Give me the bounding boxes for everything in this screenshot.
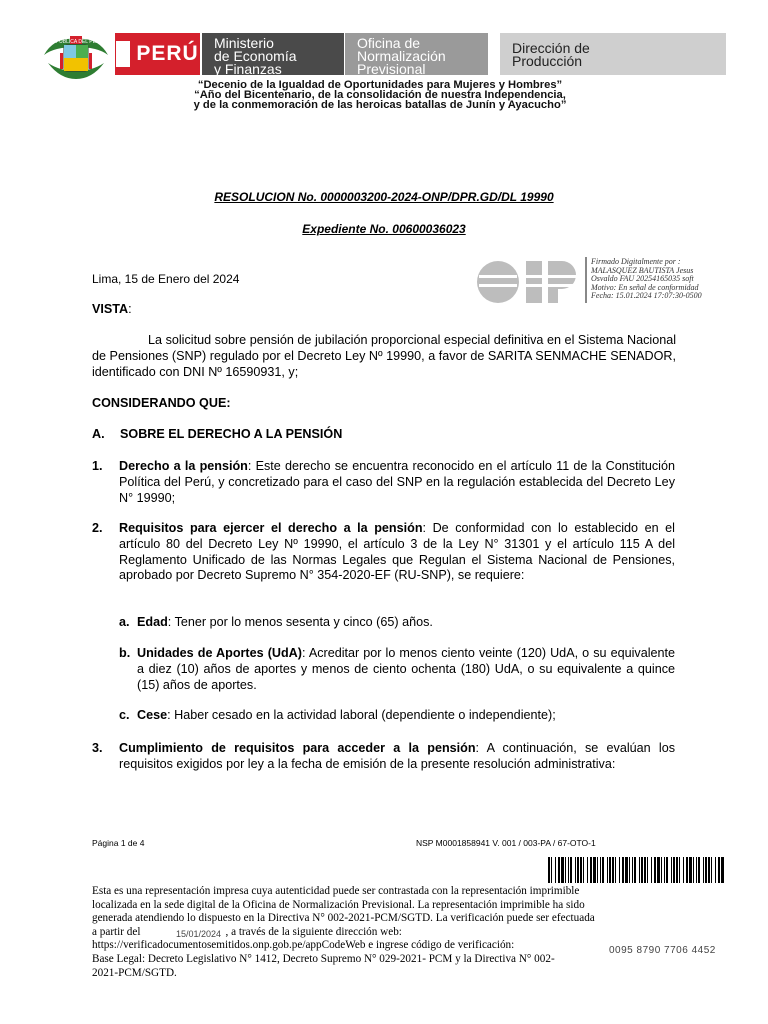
barcode-bar [600,857,601,883]
barcode-bar [602,857,604,883]
vista-paragraph: La solicitud sobre pensión de jubilación proporcional especial definitiva en el Sistema Nacional de Pensiones (SNP) regulado por el Decreto Ley Nº 19990, a favor de SARITA SENMACHE SENADOR, identificado con DNI Nº 16590931, y; [92,333,676,379]
barcode-bar [693,857,694,883]
decenio-line: y de la conmemoración de las heroicas batallas de Junín y Ayacucho” [193,99,567,111]
signature-line: MALASQUEZ BAUTISTA Jesus [591,265,694,275]
item-c-title: Cese [137,708,168,722]
barcode-bar [661,857,662,883]
barcode-bar [583,857,584,883]
barcode-bar [580,857,582,883]
barcode-bar [673,857,675,883]
verification-date: 15/01/2024 [176,929,222,939]
barcode-bar [689,857,692,883]
item-3-text: : A continuación, se evalúan los requisitos exigidos por ley a la fecha de emisión de la presente resolución administrativa: [119,741,675,771]
barcode-bar [718,857,720,883]
onp-seal-logo [476,257,580,307]
barcode-bar [715,857,716,883]
decenio-line: “Decenio de la Igualdad de Oportunidades para Mujeres y Hombres” [197,79,563,91]
barcode-bar [698,857,700,883]
barcode-bar [561,857,564,883]
verification-line: Base Legal: Decreto Legislativo N° 1412, Decreto Supremo N° 029-2021- PCM y la Directiva N° 002- [92,952,555,965]
barcode-bar [615,857,616,883]
item-2-paragraph [119,521,675,584]
barcode-bar [641,857,643,883]
barcode-bar [577,857,579,883]
ministerio-line: y Finanzas [214,61,282,77]
svg-text:REPÚBLICA DEL PERÚ: REPÚBLICA DEL PERÚ [48,39,104,45]
barcode-bar [708,857,710,883]
ministerio-line: de Economía [214,48,297,64]
barcode-bar [666,857,668,883]
barcode-bar [671,857,672,883]
signature-line: Osvaldo FAU 20254165035 soft [591,274,694,284]
barcode-bar [639,857,640,883]
digital-signature-block [591,258,736,301]
vista-heading [92,302,132,318]
item-a-letter: a. [119,615,130,629]
signature-line: Firmado Digitalmente por : [591,257,681,266]
barcode-bar [632,857,633,883]
expediente-number: Expediente No. 00600036023 [302,222,466,236]
item-a-title: Edad [137,615,168,629]
item-b-paragraph [137,646,675,693]
barcode-bar [711,857,712,883]
item-b-text: : Acreditar por lo menos ciento veinte (120) UdA, o su equivalente a diez (10) años de aportes y menos de ciento ochenta (180) UdA, o su equivalente a quince (15) años de aportes. [137,646,676,692]
barcode-bar [634,857,636,883]
barcode-bar [721,857,724,883]
verification-line: localizada en la sede digital de la Oficina de Normalización Previsional. La representación imprimible ha sido [92,898,585,911]
barcode-bar [575,857,576,883]
barcode-bar [612,857,614,883]
barcode-bar [622,857,624,883]
item-3-title: Cumplimiento de requisitos para acceder a la pensión [119,741,476,755]
barcode-bar [548,857,550,883]
barcode-bar [705,857,707,883]
barcode-bar [679,857,680,883]
barcode-bar [686,857,688,883]
barcode-bar [683,857,684,883]
item-1-paragraph [119,459,675,506]
barcode-bar [644,857,646,883]
resolucion-title: RESOLUCION No. 0000003200-2024-ONP/DPR.GD/DL 19990 [214,190,554,204]
item-b-letter: b. [119,646,131,660]
barcode-bar [590,857,592,883]
item-a-paragraph [137,615,675,631]
barcode-bar [565,857,566,883]
vista-colon: : [128,302,132,316]
barcode-bar [651,857,652,883]
peru-label: PERÚ [136,42,199,65]
oficina-line: Normalización [357,48,446,64]
verification-line: Esta es una representación impresa cuya autenticidad puede ser contrastada con la representación imprimible [92,885,580,897]
document-date: Lima, 15 de Enero del 2024 [92,272,240,286]
item-3-number: 3. [92,741,103,755]
item-1-title: Derecho a la pensión [119,459,248,473]
item-c-text: : Haber cesado en la actividad laboral (dependiente o independiente); [167,708,556,722]
signature-divider [585,257,587,303]
item-b-title: Unidades de Aportes (UdA) [137,646,302,660]
decenio-line: “Año del Bicentenario, de la consolidación de nuestra Independencia, [194,89,566,101]
section-a-number: A. [92,427,105,441]
peru-brand-block [115,33,200,75]
page-number: Página 1 de 4 [92,838,145,848]
barcode-bar [597,857,598,883]
peru-coat-of-arms-logo [40,33,112,83]
oficina-block [345,33,488,75]
barcode-bar [593,857,596,883]
barcode-bar [664,857,665,883]
barcode-bar [703,857,704,883]
barcode-bar [558,857,560,883]
ministerio-line: Ministerio [214,35,274,51]
barcode-bar [654,857,656,883]
ministerio-block [202,33,344,75]
barcode-bar [587,857,588,883]
barcode-bar [696,857,697,883]
barcode-bar [619,857,620,883]
oficina-line: Previsional [357,61,426,77]
verification-code: 0095 8790 7706 4452 [609,945,716,956]
oficina-line: Oficina de [357,35,421,51]
item-2-title: Requisitos para ejercer el derecho a la pensión [119,521,423,535]
barcode-bar [625,857,628,883]
barcode-image [548,857,724,883]
signature-line: Fecha: 15.01.2024 17:07:30-0500 [591,291,702,301]
vista-label: VISTA [92,302,129,316]
barcode-bar [629,857,630,883]
item-1-text: : Este derecho se encuentra reconocido en el artículo 11 de la Constitución Política del Perú, y concretizado para el caso del SNP en la regulación establecida del Decreto Ley N° 19990; [119,459,675,505]
item-c-paragraph [137,708,675,724]
direccion-line: Dirección de [512,40,590,56]
item-1-number: 1. [92,459,103,473]
item-2-number: 2. [92,521,103,535]
barcode-bar [657,857,660,883]
item-a-text: : Tener por lo menos sesenta y cinco (65) años. [167,615,433,629]
section-a-title: SOBRE EL DERECHO A LA PENSIÓN [120,427,343,441]
barcode-bar [570,857,572,883]
verification-url[interactable]: https://verificadocumentosemitidos.onp.gob.pe/appCodeWeb e ingrese código de verificación: [92,939,515,952]
item-c-letter: c. [119,708,130,722]
barcode-bar [607,857,608,883]
barcode-bar [676,857,678,883]
barcode-bar [568,857,569,883]
verification-line: generada atendiendo lo dispuesto en la Directiva N° 002-2021-PCM/SGTD. La verificación puede ser efectuada [92,912,595,925]
verification-line: 2021-PCM/SGTD. [92,966,177,979]
verification-line-start: a partir del [92,925,141,938]
decenio-motto [100,80,660,110]
item-2-text: : De conformidad con lo establecido en el artículo 80 del Decreto Ley Nº 19990, el artículo 3 de la Ley N° 31301 y el artículo 115 A del Reglamento Unificado de las Normas Legales que Regulan el Sistema Nacional de Pensiones, aprobado por Decreto Supremo N° 354-2020-EF (RU-SNP), se requiere: [119,521,675,583]
barcode-bar [647,857,648,883]
direccion-line: Producción [512,53,583,69]
barcode-bar [555,857,556,883]
barcode-bar [551,857,552,883]
nsp-reference: NSP M0001858941 V. 001 / 003-PA / 67-OTO-1 [416,838,596,848]
direccion-block [500,33,726,75]
signature-line: Motivo: En señal de conformidad [591,282,699,292]
flag-stripe-icon [116,41,130,67]
considerando-heading: CONSIDERANDO QUE: [92,396,231,410]
barcode-bar [609,857,611,883]
verification-line-end: , a través de la siguiente dirección web: [225,925,402,938]
item-3-paragraph [119,741,675,773]
